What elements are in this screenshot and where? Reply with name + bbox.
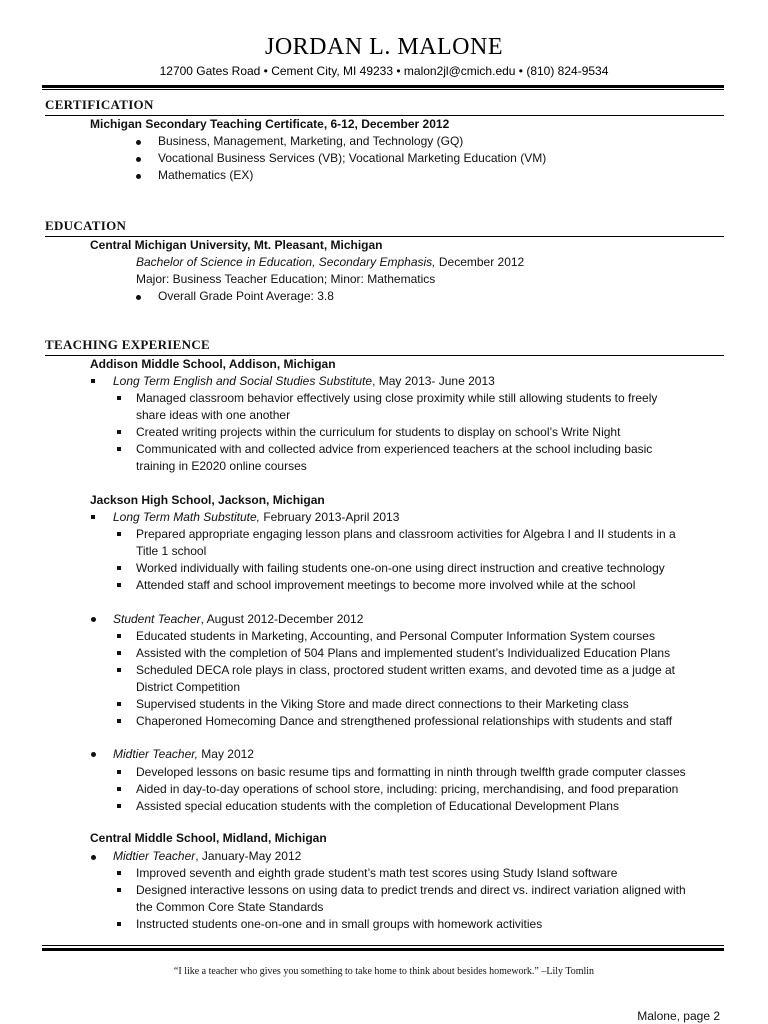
- footer-rule: [42, 948, 724, 951]
- bullet-square-icon: [117, 922, 121, 926]
- duty-line: share ideas with one another: [136, 408, 291, 422]
- certification-item: Vocational Business Services (VB); Vocational Marketing Education (VM): [158, 151, 547, 165]
- bullet-dot-icon: [91, 752, 96, 757]
- header-rule: [42, 85, 724, 88]
- resume-name: JORDAN L. MALONE: [265, 34, 503, 60]
- certification-item: Business, Management, Marketing, and Technology (GQ): [158, 134, 464, 148]
- education-major: Major: Business Teacher Education; Minor: Mathematics: [136, 272, 436, 286]
- duty-line: Developed lessons on basic resume tips and formatting in ninth through twelfth grade computer classes: [136, 765, 686, 779]
- duty-line: Scheduled DECA role plays in class, proctored student written exams, and devoted time as a judge at: [136, 663, 675, 677]
- bullet-square-icon: [117, 634, 121, 638]
- duty-line: Managed classroom behavior effectively using close proximity while still allowing students to freely: [136, 391, 658, 405]
- bullet-square-icon: [117, 532, 121, 536]
- bullet-square-icon: [117, 804, 121, 808]
- duty-line: Chaperoned Homecoming Dance and strengthened professional relationships with students and staff: [136, 714, 673, 728]
- bullet-square-icon: [117, 651, 121, 655]
- bullet-square-icon: [117, 702, 121, 706]
- duty-line: Communicated with and collected advice from experienced teachers at the school including basic: [136, 442, 653, 456]
- contact-info: 12700 Gates Road • Cement City, MI 49233 • malon2jl@cmich.edu • (810) 824-9534: [159, 64, 609, 78]
- role-dates: , August 2012-December 2012: [200, 612, 364, 626]
- duty-line: Instructed students one-on-one and in small groups with homework activities: [136, 917, 543, 931]
- role-dates: February 2013-April 2013: [259, 510, 400, 524]
- duty-line: training in E2020 online courses: [136, 459, 307, 473]
- role-title: Long Term Math Substitute,: [113, 510, 260, 524]
- certification-title: Michigan Secondary Teaching Certificate, 6-12, December 2012: [90, 117, 450, 131]
- education-gpa: Overall Grade Point Average: 3.8: [158, 289, 334, 303]
- role-addison: [113, 373, 495, 390]
- certification-item: Mathematics (EX): [158, 168, 254, 182]
- duty-line: Aided in day-to-day operations of school store, including: pricing, merchandising, and food preparation: [136, 782, 679, 796]
- duty-line: Worked individually with failing students one-on-one using direct instruction and creative technology: [136, 561, 665, 575]
- education-heading: EDUCATION: [45, 218, 127, 233]
- duty-line: Assisted special education students with the completion of Educational Development Plans: [136, 799, 619, 813]
- certification-heading-bar: [45, 97, 724, 116]
- bullet-square-icon: [117, 888, 121, 892]
- education-degree: [136, 254, 524, 271]
- certification-heading: CERTIFICATION: [45, 97, 154, 112]
- footer-rule-thin: [42, 945, 724, 946]
- role-title: Midtier Teacher,: [113, 747, 198, 761]
- duty-line: Title 1 school: [136, 544, 207, 558]
- employer-jackson: Jackson High School, Jackson, Michigan: [90, 493, 325, 507]
- bullet-dot-icon: [136, 174, 141, 179]
- bullet-dot-icon: [91, 617, 96, 622]
- duty-line: Supervised students in the Viking Store and made direct connections to their Marketing class: [136, 697, 629, 711]
- header-rule-thin: [42, 89, 724, 90]
- bullet-dot-icon: [136, 157, 141, 162]
- role-dates: , May 2013- June 2013: [372, 374, 495, 388]
- page-number: Malone, page 2: [637, 1009, 720, 1023]
- degree-date: December 2012: [435, 255, 525, 269]
- duty-line: Assisted with the completion of 504 Plans and implemented student’s Individualized Education Plans: [136, 646, 671, 660]
- duty-line: Prepared appropriate engaging lesson plans and classroom activities for Algebra I and II students in a: [136, 527, 676, 541]
- teaching-heading: TEACHING EXPERIENCE: [45, 337, 210, 352]
- bullet-square-icon: [91, 515, 95, 519]
- role-title: Student Teacher: [113, 612, 201, 626]
- bullet-square-icon: [117, 787, 121, 791]
- bullet-square-icon: [91, 379, 95, 383]
- bullet-square-icon: [117, 447, 121, 451]
- bullet-square-icon: [117, 770, 121, 774]
- role-dates: May 2012: [197, 747, 254, 761]
- education-school: Central Michigan University, Mt. Pleasant, Michigan: [90, 238, 383, 252]
- duty-line: Educated students in Marketing, Accounting, and Personal Computer Information System courses: [136, 629, 655, 643]
- duty-line: District Competition: [136, 680, 241, 694]
- bullet-square-icon: [117, 430, 121, 434]
- education-heading-bar: [45, 218, 724, 237]
- bullet-square-icon: [117, 583, 121, 587]
- employer-central: Central Middle School, Midland, Michigan: [90, 831, 327, 845]
- degree-name: Bachelor of Science in Education, Secondary Emphasis,: [136, 255, 436, 269]
- role-student-teacher: [113, 611, 363, 628]
- bullet-square-icon: [117, 566, 121, 570]
- bullet-square-icon: [117, 871, 121, 875]
- role-title: Long Term English and Social Studies Substitute: [113, 374, 373, 388]
- bullet-dot-icon: [136, 140, 141, 145]
- duty-line: Improved seventh and eighth grade student’s math test scores using Study Island software: [136, 866, 618, 880]
- role-jackson: [113, 509, 399, 526]
- bullet-square-icon: [117, 396, 121, 400]
- employer-addison: Addison Middle School, Addison, Michigan: [90, 357, 336, 371]
- role-central: [113, 848, 301, 865]
- bullet-dot-icon: [91, 855, 96, 860]
- duty-line: Designed interactive lessons on using data to predict trends and direct vs. indirect variation aligned with: [136, 883, 686, 897]
- role-midtier-jackson: [113, 746, 254, 763]
- duty-line: the Common Core State Standards: [136, 900, 324, 914]
- footer-quote: “I like a teacher who gives you something to take home to think about besides homework.” –Lily Tomlin: [173, 966, 595, 977]
- role-dates: , January-May 2012: [195, 849, 302, 863]
- role-title: Midtier Teacher: [113, 849, 196, 863]
- teaching-heading-bar: [45, 337, 724, 356]
- bullet-square-icon: [117, 668, 121, 672]
- bullet-square-icon: [117, 719, 121, 723]
- bullet-dot-icon: [136, 295, 141, 300]
- duty-line: Attended staff and school improvement meetings to become more involved while at the school: [136, 578, 636, 592]
- duty-line: Created writing projects within the curriculum for students to display on school’s Write Night: [136, 425, 621, 439]
